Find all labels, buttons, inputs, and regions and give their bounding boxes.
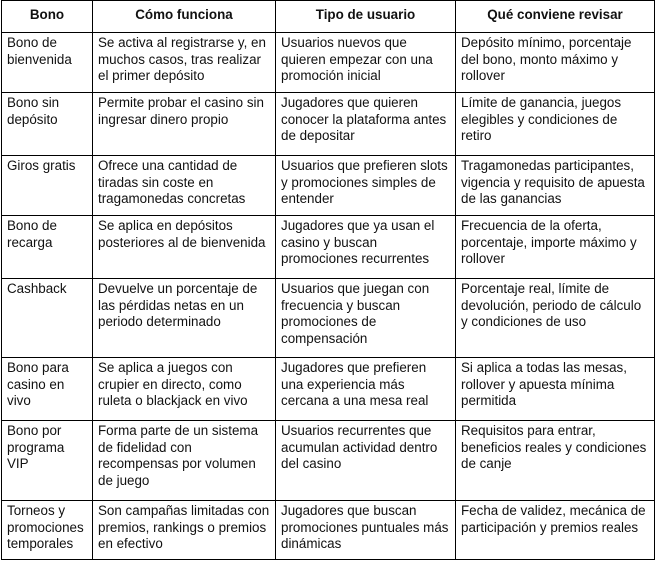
cell-bono: Bono de recarga xyxy=(2,216,93,279)
cell-bono: Giros gratis xyxy=(2,156,93,216)
cell-bono: Bono sin depósito xyxy=(2,93,93,156)
cell-como-funciona: Son campañas limitadas con premios, rankings o premios en efectivo xyxy=(93,501,276,560)
bonus-comparison-table xyxy=(1,0,655,560)
header-como-funciona: Cómo funciona xyxy=(93,1,276,33)
cell-como-funciona: Devuelve un porcentaje de las pérdidas netas en un periodo determinado xyxy=(93,279,276,358)
cell-tipo-de-usuario: Jugadores que prefieren una experiencia más cercana a una mesa real xyxy=(276,358,456,421)
table-row xyxy=(2,501,655,560)
table-header-row xyxy=(2,1,655,33)
header-bono: Bono xyxy=(2,1,93,33)
table-row xyxy=(2,33,655,93)
cell-tipo-de-usuario: Usuarios recurrentes que acumulan actividad dentro del casino xyxy=(276,421,456,501)
header-que-conviene-revisar: Qué conviene revisar xyxy=(456,1,655,33)
table-row xyxy=(2,216,655,279)
table-row xyxy=(2,358,655,421)
cell-que-revisar: Porcentaje real, límite de devolución, periodo de cálculo y condiciones de uso xyxy=(456,279,655,358)
cell-que-revisar: Fecha de validez, mecánica de participación y premios reales xyxy=(456,501,655,560)
cell-como-funciona: Se aplica a juegos con crupier en directo, como ruleta o blackjack en vivo xyxy=(93,358,276,421)
cell-tipo-de-usuario: Jugadores que buscan promociones puntuales más dinámicas xyxy=(276,501,456,560)
cell-tipo-de-usuario: Jugadores que quieren conocer la plataforma antes de depositar xyxy=(276,93,456,156)
table-row xyxy=(2,93,655,156)
cell-tipo-de-usuario: Usuarios que juegan con frecuencia y buscan promociones de compensación xyxy=(276,279,456,358)
cell-que-revisar: Frecuencia de la oferta, porcentaje, importe máximo y rollover xyxy=(456,216,655,279)
cell-que-revisar: Requisitos para entrar, beneficios reales y condiciones de canje xyxy=(456,421,655,501)
cell-tipo-de-usuario: Usuarios nuevos que quieren empezar con una promoción inicial xyxy=(276,33,456,93)
cell-que-revisar: Límite de ganancia, juegos elegibles y condiciones de retiro xyxy=(456,93,655,156)
cell-tipo-de-usuario: Usuarios que prefieren slots y promociones simples de entender xyxy=(276,156,456,216)
cell-bono: Bono por programa VIP xyxy=(2,421,93,501)
cell-tipo-de-usuario: Jugadores que ya usan el casino y buscan promociones recurrentes xyxy=(276,216,456,279)
cell-que-revisar: Tragamonedas participantes, vigencia y requisito de apuesta de las ganancias xyxy=(456,156,655,216)
cell-como-funciona: Forma parte de un sistema de fidelidad con recompensas por volumen de juego xyxy=(93,421,276,501)
cell-como-funciona: Permite probar el casino sin ingresar dinero propio xyxy=(93,93,276,156)
cell-bono: Bono para casino en vivo xyxy=(2,358,93,421)
cell-como-funciona: Se aplica en depósitos posteriores al de bienvenida xyxy=(93,216,276,279)
cell-bono: Torneos y promociones temporales xyxy=(2,501,93,560)
table-row xyxy=(2,156,655,216)
cell-como-funciona: Se activa al registrarse y, en muchos casos, tras realizar el primer depósito xyxy=(93,33,276,93)
cell-que-revisar: Si aplica a todas las mesas, rollover y apuesta mínima permitida xyxy=(456,358,655,421)
header-tipo-de-usuario: Tipo de usuario xyxy=(276,1,456,33)
cell-que-revisar: Depósito mínimo, porcentaje del bono, monto máximo y rollover xyxy=(456,33,655,93)
cell-bono: Cashback xyxy=(2,279,93,358)
cell-como-funciona: Ofrece una cantidad de tiradas sin coste en tragamonedas concretas xyxy=(93,156,276,216)
cell-bono: Bono de bienvenida xyxy=(2,33,93,93)
table-row xyxy=(2,279,655,358)
table-row xyxy=(2,421,655,501)
